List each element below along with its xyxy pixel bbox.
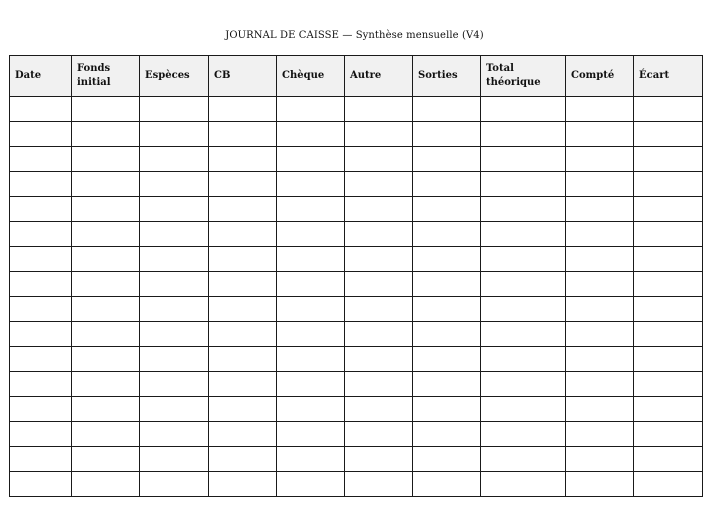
table-cell[interactable] <box>140 97 209 122</box>
table-cell[interactable] <box>634 272 703 297</box>
table-cell[interactable] <box>345 222 413 247</box>
table-cell[interactable] <box>481 297 566 322</box>
table-cell[interactable] <box>345 122 413 147</box>
table-row <box>10 197 703 222</box>
table-cell[interactable] <box>10 272 72 297</box>
table-cell[interactable] <box>72 422 140 447</box>
header-cell-sorties: Sorties <box>413 56 481 97</box>
table-row <box>10 247 703 272</box>
table-cell[interactable] <box>566 397 634 422</box>
table-cell[interactable] <box>10 322 72 347</box>
document-title: JOURNAL DE CAISSE — Synthèse mensuelle (V4) <box>225 30 484 41</box>
table-cell[interactable] <box>209 222 277 247</box>
table-cell[interactable] <box>10 247 72 272</box>
table-cell[interactable] <box>345 197 413 222</box>
table-cell[interactable] <box>140 372 209 397</box>
table-cell[interactable] <box>140 472 209 497</box>
table-cell[interactable] <box>413 122 481 147</box>
table-cell[interactable] <box>140 397 209 422</box>
table-cell[interactable] <box>277 197 345 222</box>
table-cell[interactable] <box>634 397 703 422</box>
table-cell[interactable] <box>209 447 277 472</box>
table-cell[interactable] <box>413 347 481 372</box>
table-cell[interactable] <box>634 97 703 122</box>
table-cell[interactable] <box>140 122 209 147</box>
table-cell[interactable] <box>209 197 277 222</box>
table-cell[interactable] <box>209 97 277 122</box>
table-cell[interactable] <box>72 222 140 247</box>
table-cell[interactable] <box>209 172 277 197</box>
header-cell-especes: Espèces <box>140 56 209 97</box>
table-cell[interactable] <box>10 422 72 447</box>
table-cell[interactable] <box>209 247 277 272</box>
table-row <box>10 297 703 322</box>
header-cell-autre: Autre <box>345 56 413 97</box>
table-cell[interactable] <box>277 97 345 122</box>
table-cell[interactable] <box>413 447 481 472</box>
table-cell[interactable] <box>209 272 277 297</box>
table-cell[interactable] <box>634 322 703 347</box>
table-cell[interactable] <box>277 147 345 172</box>
table-cell[interactable] <box>209 122 277 147</box>
table-cell[interactable] <box>566 172 634 197</box>
table-cell[interactable] <box>10 97 72 122</box>
header-cell-compte: Compté <box>566 56 634 97</box>
table-cell[interactable] <box>566 122 634 147</box>
table-cell[interactable] <box>345 397 413 422</box>
table-row <box>10 97 703 122</box>
table-cell[interactable] <box>481 447 566 472</box>
table-cell[interactable] <box>140 297 209 322</box>
table-cell[interactable] <box>140 447 209 472</box>
table-cell[interactable] <box>277 272 345 297</box>
table-cell[interactable] <box>481 397 566 422</box>
table-row <box>10 172 703 197</box>
table-cell[interactable] <box>413 397 481 422</box>
table-row <box>10 472 703 497</box>
header-cell-cb: CB <box>209 56 277 97</box>
table-cell[interactable] <box>10 347 72 372</box>
table-cell[interactable] <box>634 222 703 247</box>
table-cell[interactable] <box>566 197 634 222</box>
table-cell[interactable] <box>277 422 345 447</box>
table-cell[interactable] <box>209 147 277 172</box>
table-cell[interactable] <box>345 172 413 197</box>
table-cell[interactable] <box>72 322 140 347</box>
table-cell[interactable] <box>413 472 481 497</box>
table-cell[interactable] <box>345 272 413 297</box>
table-cell[interactable] <box>345 347 413 372</box>
table-cell[interactable] <box>413 272 481 297</box>
cash-journal-table <box>9 55 703 497</box>
table-cell[interactable] <box>634 447 703 472</box>
table-cell[interactable] <box>566 247 634 272</box>
table-cell[interactable] <box>209 397 277 422</box>
table-row <box>10 347 703 372</box>
table-row <box>10 147 703 172</box>
table-cell[interactable] <box>72 247 140 272</box>
table-cell[interactable] <box>413 197 481 222</box>
table-row <box>10 122 703 147</box>
table-cell[interactable] <box>634 422 703 447</box>
table-cell[interactable] <box>277 347 345 372</box>
table-cell[interactable] <box>277 472 345 497</box>
table-cell[interactable] <box>413 247 481 272</box>
table-cell[interactable] <box>634 247 703 272</box>
table-cell[interactable] <box>413 297 481 322</box>
table-cell[interactable] <box>481 147 566 172</box>
table-cell[interactable] <box>140 422 209 447</box>
table-cell[interactable] <box>140 347 209 372</box>
table-cell[interactable] <box>209 297 277 322</box>
table-cell[interactable] <box>413 147 481 172</box>
table-cell[interactable] <box>566 372 634 397</box>
table-cell[interactable] <box>634 372 703 397</box>
table-cell[interactable] <box>345 422 413 447</box>
table-cell[interactable] <box>140 197 209 222</box>
table-cell[interactable] <box>72 397 140 422</box>
table-cell[interactable] <box>140 147 209 172</box>
table-cell[interactable] <box>72 297 140 322</box>
table-cell[interactable] <box>209 322 277 347</box>
table-cell[interactable] <box>10 172 72 197</box>
header-row <box>10 56 703 97</box>
table-cell[interactable] <box>277 322 345 347</box>
header-cell-ecart: Écart <box>634 56 703 97</box>
table-cell[interactable] <box>277 247 345 272</box>
table-cell[interactable] <box>10 472 72 497</box>
table-cell[interactable] <box>634 172 703 197</box>
table-cell[interactable] <box>566 97 634 122</box>
table-cell[interactable] <box>481 322 566 347</box>
table-cell[interactable] <box>481 422 566 447</box>
table-cell[interactable] <box>413 372 481 397</box>
table-body <box>10 97 703 497</box>
table-cell[interactable] <box>209 372 277 397</box>
table-cell[interactable] <box>481 97 566 122</box>
table-cell[interactable] <box>413 172 481 197</box>
table-cell[interactable] <box>481 222 566 247</box>
table-row <box>10 422 703 447</box>
table-cell[interactable] <box>634 297 703 322</box>
table-cell[interactable] <box>277 297 345 322</box>
table-cell[interactable] <box>481 197 566 222</box>
table-row <box>10 447 703 472</box>
table-cell[interactable] <box>277 372 345 397</box>
table-cell[interactable] <box>140 247 209 272</box>
table-cell[interactable] <box>209 347 277 372</box>
table-cell[interactable] <box>10 122 72 147</box>
table-cell[interactable] <box>72 372 140 397</box>
table-cell[interactable] <box>481 122 566 147</box>
table-cell[interactable] <box>634 197 703 222</box>
table-cell[interactable] <box>10 222 72 247</box>
table-cell[interactable] <box>566 322 634 347</box>
table-cell[interactable] <box>140 322 209 347</box>
table-row <box>10 397 703 422</box>
table-cell[interactable] <box>345 472 413 497</box>
table-cell[interactable] <box>72 472 140 497</box>
table-cell[interactable] <box>140 272 209 297</box>
table-cell[interactable] <box>345 147 413 172</box>
table-cell[interactable] <box>566 222 634 247</box>
table-cell[interactable] <box>566 147 634 172</box>
table-cell[interactable] <box>345 322 413 347</box>
table-cell[interactable] <box>10 447 72 472</box>
table-row <box>10 222 703 247</box>
header-cell-total-theorique: Total théorique <box>481 56 566 97</box>
table-cell[interactable] <box>345 297 413 322</box>
table-cell[interactable] <box>10 197 72 222</box>
table-cell[interactable] <box>566 447 634 472</box>
header-cell-cheque: Chèque <box>277 56 345 97</box>
table-cell[interactable] <box>481 472 566 497</box>
table-cell[interactable] <box>72 272 140 297</box>
table-cell[interactable] <box>277 122 345 147</box>
table-row <box>10 372 703 397</box>
table-cell[interactable] <box>10 372 72 397</box>
table-cell[interactable] <box>481 247 566 272</box>
table-cell[interactable] <box>72 122 140 147</box>
table-cell[interactable] <box>481 372 566 397</box>
table-cell[interactable] <box>277 447 345 472</box>
table-cell[interactable] <box>10 147 72 172</box>
table-cell[interactable] <box>72 447 140 472</box>
table-cell[interactable] <box>566 272 634 297</box>
table-cell[interactable] <box>277 222 345 247</box>
table-cell[interactable] <box>72 172 140 197</box>
table-cell[interactable] <box>72 147 140 172</box>
table-cell[interactable] <box>481 347 566 372</box>
table-cell[interactable] <box>345 97 413 122</box>
table-cell[interactable] <box>345 247 413 272</box>
table-cell[interactable] <box>413 97 481 122</box>
header-cell-date: Date <box>10 56 72 97</box>
table-cell[interactable] <box>277 397 345 422</box>
table-cell[interactable] <box>140 222 209 247</box>
table-cell[interactable] <box>10 397 72 422</box>
table-cell[interactable] <box>566 297 634 322</box>
table-cell[interactable] <box>413 422 481 447</box>
table-cell[interactable] <box>634 147 703 172</box>
table-cell[interactable] <box>345 447 413 472</box>
table-cell[interactable] <box>566 347 634 372</box>
table-cell[interactable] <box>634 472 703 497</box>
table-cell[interactable] <box>566 422 634 447</box>
table-cell[interactable] <box>10 297 72 322</box>
table-cell[interactable] <box>481 172 566 197</box>
table-cell[interactable] <box>209 472 277 497</box>
table-cell[interactable] <box>413 222 481 247</box>
table-cell[interactable] <box>72 197 140 222</box>
table-cell[interactable] <box>72 347 140 372</box>
table-cell[interactable] <box>345 372 413 397</box>
table-cell[interactable] <box>634 122 703 147</box>
table-cell[interactable] <box>72 97 140 122</box>
table-cell[interactable] <box>209 422 277 447</box>
table-cell[interactable] <box>481 272 566 297</box>
table-row <box>10 322 703 347</box>
table-cell[interactable] <box>634 347 703 372</box>
table-cell[interactable] <box>413 322 481 347</box>
header-cell-fonds-initial: Fonds initial <box>72 56 140 97</box>
table-cell[interactable] <box>277 172 345 197</box>
table-row <box>10 272 703 297</box>
table-cell[interactable] <box>566 472 634 497</box>
table-cell[interactable] <box>140 172 209 197</box>
